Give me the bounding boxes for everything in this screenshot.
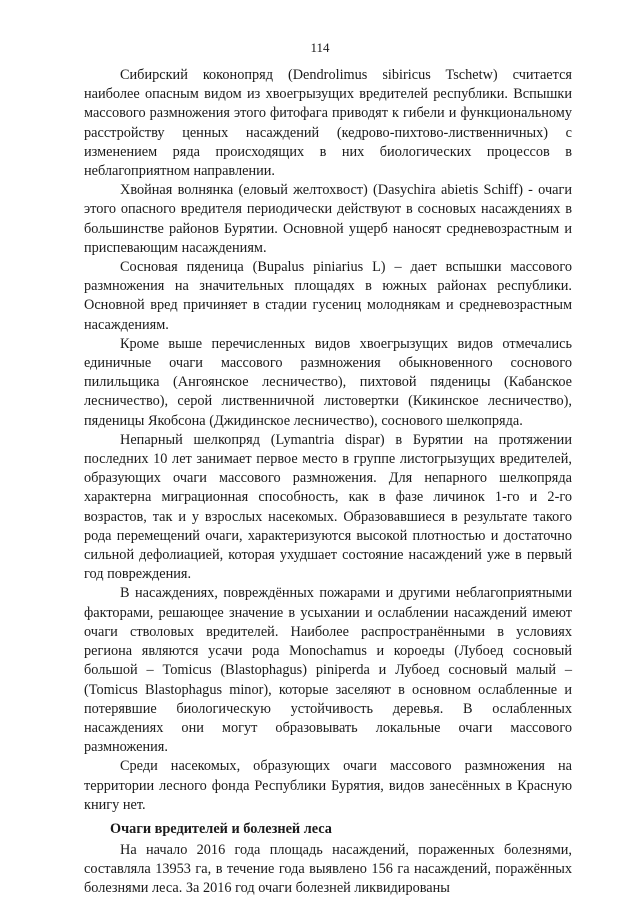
paragraph-diseases: На начало 2016 года площадь насаждений, пораженных болезнями, составляла 13953 га, в течение года выявлено 156 га насаждений, поражённых болезнями леса. За 2016 год очаги болезней ликвидированы <box>84 841 572 897</box>
paragraph-stem-pests: В насаждениях, повреждённых пожарами и другими неблагоприятными факторами, решающее значение в усыхании и ослаблении насаждений имеют очаги стволовых вредителей. Наиболее распространёнными в условиях региона являются усачи рода Monochamus и короеды (Лубоед сосновый большой – Tomicus (Blastophagus) piniperda и Лубоед сосновый малый – (Tomicus Blastophagus minor), которые заселяют в основном ослабленные и потерявшие биологическую устойчивость деревья. В ослабленных насаждениях они могут образовывать локальные очаги массового размножения. <box>84 585 572 756</box>
paragraph-pine-looper: Сосновая пяденица (Bupalus piniarius L) – дает вспышки массового размножения на значительных площадях в южных районах республики. Основной вред причиняет в стадии гусениц молоднякам и средневозрастным насаждениям. <box>84 259 572 333</box>
paragraph-other-pests: Кроме выше перечисленных видов хвоегрызущих видов отмечались единичные очаги массового размножения обыкновенного соснового пилильщика (Ангоянское лесничество), пихтовой пяденицы (Кабанское лесничество), серой лиственничной листовертки (Кикинское лесничество), пяденицы Якобсона (Джидинское лесничество), соснового шелкопряда. <box>84 335 572 429</box>
page-number: 114 <box>310 40 330 55</box>
paragraph-siberian-silk-moth: Сибирский коконопряд (Dendrolimus sibiricus Tschetw) считается наиболее опасным видом из хвоегрызущих вредителей республики. Вспышки массового размножения этого фитофага приводят к гибели и функциональному расстройству ценных насаждений (кедрово-пихтово-лиственничных) с изменением ряда происходящих в них биологических процессов в неблагоприятном направлении. <box>84 67 572 180</box>
body-text <box>84 66 572 899</box>
paragraph-red-book: Среди насекомых, образующих очаги массового размножения на территории лесного фонда Республики Бурятия, видов занесённых в Красную книгу нет. <box>84 758 572 813</box>
paragraph-gypsy-moth: Непарный шелкопряд (Lymantria dispar) в Бурятии на протяжении последних 10 лет занимает первое место в группе листогрызущих вредителей, образующих очаги массового размножения. Для непарного шелкопряда характерна миграционная способность, как в фазе личинок 1-го и 2-го возрастов, так и у взрослых насекомых. Образовавшиеся в результате такого рода перемещений очаги, характеризуются высокой плотностью и достаточно сильной дефолиацией, которая ухудшает состояние насаждений уже в первый год повреждения. <box>84 431 572 583</box>
section-heading: Очаги вредителей и болезней леса <box>110 820 332 837</box>
paragraph-fir-tussock-moth: Хвойная волнянка (еловый желтохвост) (Dasychira abietis Schiff) - очаги этого опасного вредителя периодически действуют в сосновых насаждениях в большинстве районов Бурятии. Основной ущерб наносят средневозрастным и приспевающим насаждениям. <box>84 182 572 256</box>
